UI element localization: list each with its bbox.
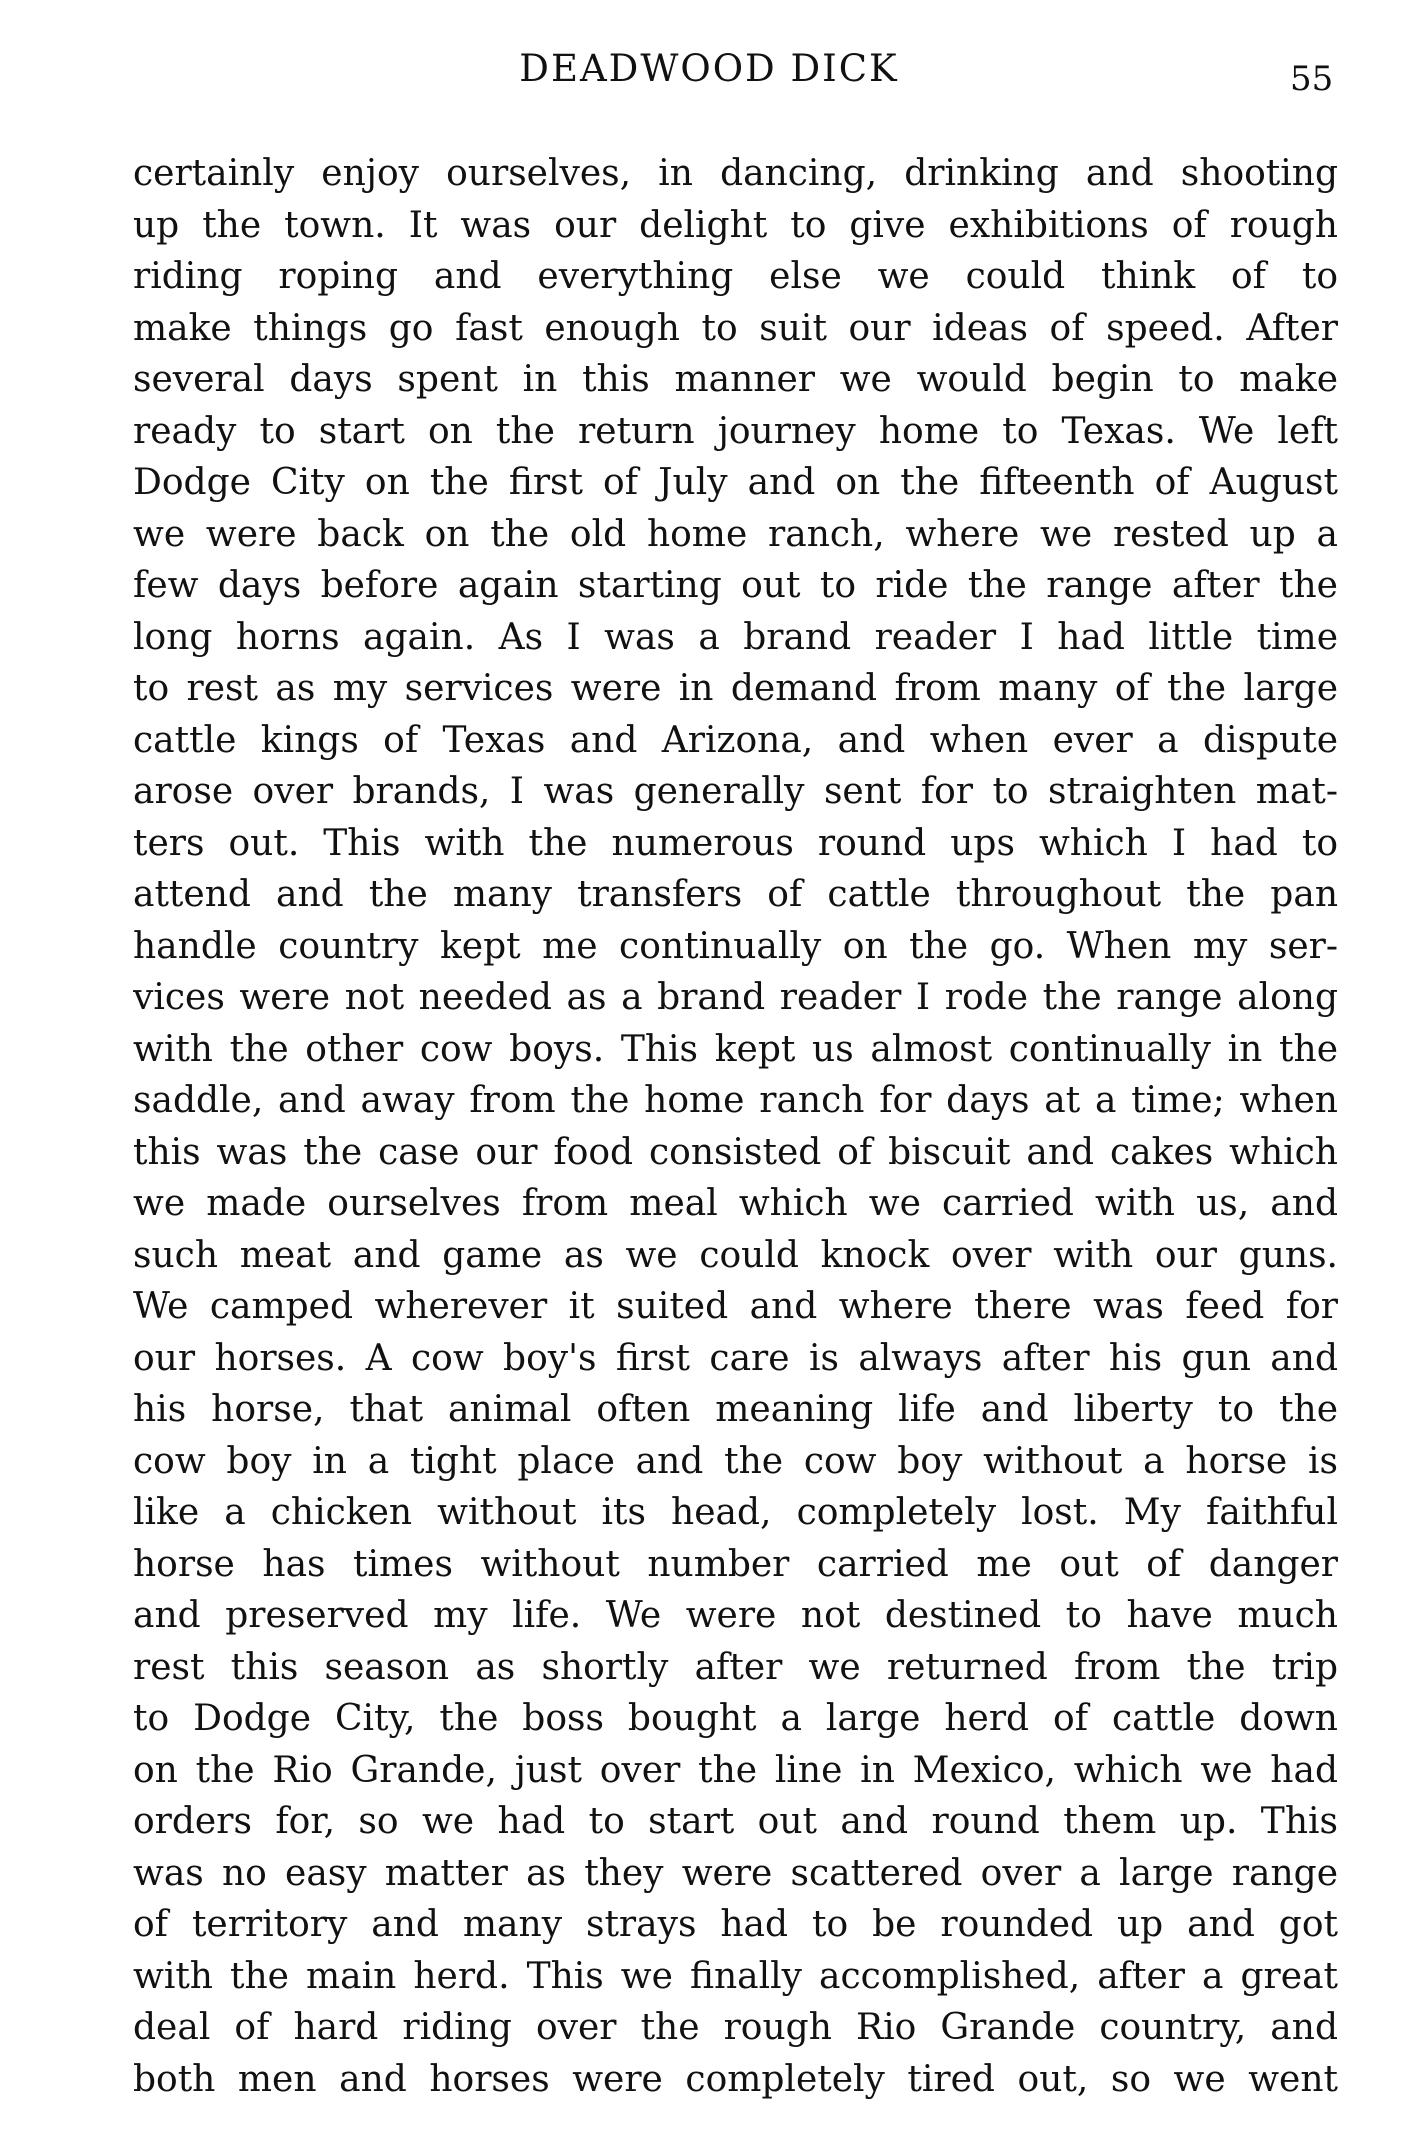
text-line: cattle kings of Texas and Arizona, and when ever a dispute <box>133 719 1338 761</box>
running-title: DEADWOOD DICK <box>519 47 899 90</box>
text-line: arose over brands, I was generally sent for to straighten mat- <box>133 771 1338 812</box>
text-line: several days spent in this manner we would begin to make <box>133 359 1338 400</box>
text-line: his horse, that animal often meaning life and liberty to the <box>133 1389 1338 1430</box>
text-line: with the main herd. This we finally accomplished, after a great <box>133 1955 1338 1997</box>
text-line: horse has times without number carried me out of danger <box>133 1543 1338 1585</box>
text-line: make things go fast enough to suit our ideas of speed. After <box>133 307 1338 349</box>
text-line: ters out. This with the numerous round ups which I had to <box>133 822 1338 864</box>
text-line: rest this season as shortly after we returned from the trip <box>133 1646 1338 1688</box>
text-line: handle country kept me continually on the go. When my ser- <box>133 925 1338 967</box>
text-line: ready to start on the return journey home to Texas. We left <box>133 410 1338 452</box>
text-line: we were back on the old home ranch, where we rested up a <box>133 513 1338 555</box>
text-line: was no easy matter as they were scattered over a large range <box>133 1852 1338 1894</box>
text-line: our horses. A cow boy's first care is always after his gun and <box>133 1337 1338 1379</box>
text-line: on the Rio Grande, just over the line in Mexico, which we had <box>133 1749 1338 1791</box>
text-line: such meat and game as we could knock over with our guns. <box>133 1234 1338 1276</box>
text-line: We camped wherever it suited and where there was feed for <box>133 1286 1338 1327</box>
text-line: to rest as my services were in demand from many of the large <box>133 668 1338 709</box>
body-text <box>133 148 1338 2105</box>
text-line: long horns again. As I was a brand reader I had little time <box>133 616 1338 658</box>
text-line: vices were not needed as a brand reader I rode the range along <box>133 977 1338 1018</box>
text-line: certainly enjoy ourselves, in dancing, drinking and shooting <box>133 153 1338 194</box>
text-line: with the other cow boys. This kept us almost continually in the <box>133 1028 1338 1070</box>
text-line: of territory and many strays had to be rounded up and got <box>133 1904 1338 1945</box>
text-line: cow boy in a tight place and the cow boy without a horse is <box>133 1440 1338 1482</box>
page-number: 55 <box>1290 59 1334 99</box>
text-line: to Dodge City, the boss bought a large herd of cattle down <box>133 1698 1338 1739</box>
text-line: up the town. It was our delight to give exhibitions of rough <box>133 204 1338 246</box>
text-line: deal of hard riding over the rough Rio Grande country, and <box>133 2007 1338 2048</box>
text-line: orders for, so we had to start out and round them up. This <box>133 1801 1338 1842</box>
text-line: like a chicken without its head, completely lost. My faithful <box>133 1492 1338 1533</box>
text-line: both men and horses were completely tired out, so we went <box>133 2058 1338 2100</box>
text-line: riding roping and everything else we could think of to <box>133 256 1338 297</box>
text-line: few days before again starting out to ride the range after the <box>133 565 1338 606</box>
text-line: we made ourselves from meal which we carried with us, and <box>133 1183 1338 1224</box>
text-line: attend and the many transfers of cattle throughout the pan <box>133 874 1338 915</box>
text-line: Dodge City on the first of July and on the fifteenth of August <box>133 462 1338 503</box>
text-line: and preserved my life. We were not destined to have much <box>133 1595 1338 1636</box>
text-line: saddle, and away from the home ranch for days at a time; when <box>133 1080 1338 1121</box>
text-line: this was the case our food consisted of biscuit and cakes which <box>133 1131 1338 1173</box>
